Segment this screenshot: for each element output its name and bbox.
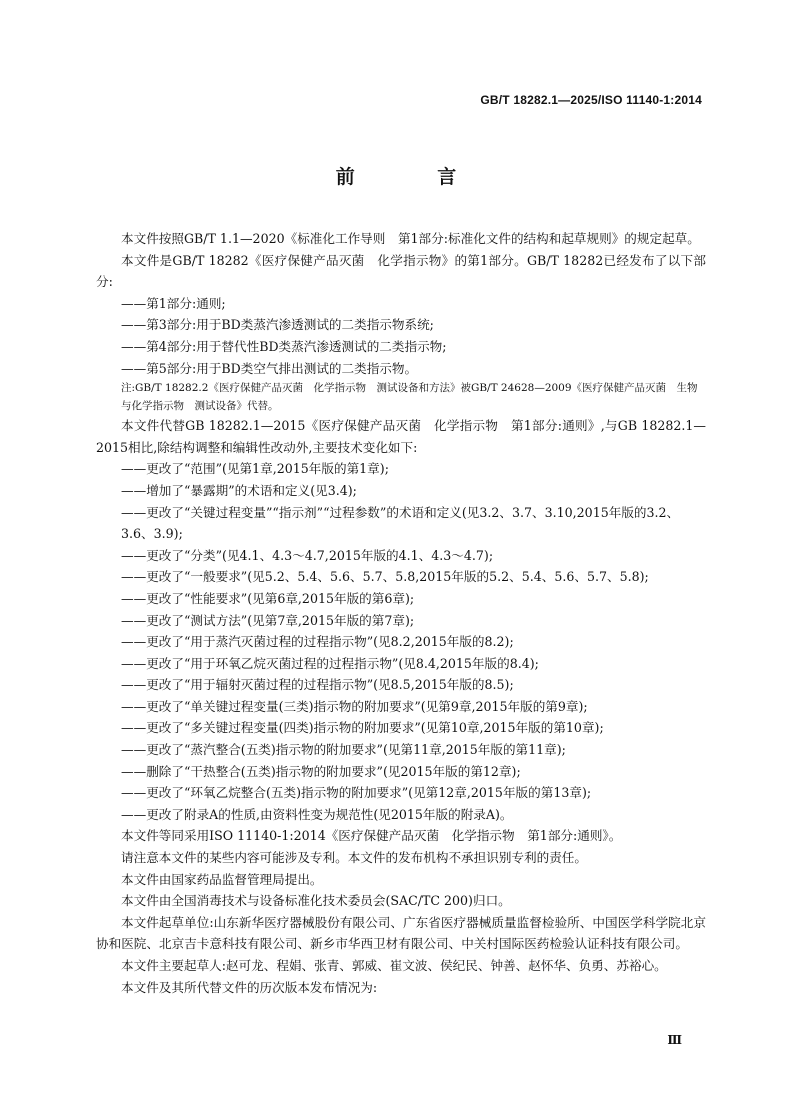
paragraph: 本文件按照GB/T 1.1—2020《标准化工作导则 第1部分:标准化文件的结构和起草规则》的规定起草。 [121, 231, 700, 246]
paragraph: 本文件及其所代替文件的历次版本发布情况为: [121, 979, 378, 995]
paragraph: 本文件由国家药品监督管理局提出。 [121, 871, 323, 887]
list-item: ——更改了“多关键过程变量(四类)指示物的附加要求”(见第10章,2015年版的第10章); [121, 720, 604, 736]
page-title: 前 言 [335, 166, 495, 188]
document-body [96, 228, 706, 998]
list-item: ——更改了“用于辐射灭菌过程的过程指示物”(见8.5,2015年版的8.5); [121, 677, 514, 693]
list-item: ——更改了“分类”(见4.1、4.3～4.7,2015年版的4.1、4.3～4.7); [121, 547, 494, 563]
page-number: Ⅲ [667, 1033, 682, 1047]
paragraph: 本文件是GB/T 18282《医疗保健产品灭菌 化学指示物》的第1部分。GB/T 18282已经发布了以下部分: [96, 252, 706, 290]
list-item: ——更改了“用于蒸汽灭菌过程的过程指示物”(见8.2,2015年版的8.2); [121, 634, 514, 650]
list-item: ——更改了“一般要求”(见5.2、5.4、5.6、5.7、5.8,2015年版的5.2、5.4、5.6、5.7、5.8); [121, 569, 649, 585]
list-item: ——增加了“暴露期”的术语和定义(见3.4); [121, 482, 357, 498]
note: 注:GB/T 18282.2《医疗保健产品灭菌 化学指示物 测试设备和方法》被GB/T 24628—2009《医疗保健产品灭菌 生物与化学指示物 测试设备》代替。 [121, 382, 698, 413]
list-item: ——更改了“性能要求”(见第6章,2015年版的第6章); [121, 590, 415, 606]
list-item: ——删除了“干热整合(五类)指示物的附加要求”(见2015年版的第12章); [121, 763, 521, 779]
paragraph: 本文件起草单位:山东新华医疗器械股份有限公司、广东省医疗器械质量监督检验所、中国医学科学院北京协和医院、北京吉卡意科技有限公司、新乡市华西卫材有限公司、中关村国际医药检验认证科技有限公司。 [96, 914, 706, 952]
list-item: ——更改了“测试方法”(见第7章,2015年版的第7章); [121, 612, 415, 628]
standard-code-header: GB/T 18282.1—2025/ISO 11140-1:2014 [480, 93, 702, 107]
paragraph: 本文件主要起草人:赵可龙、程娟、张青、郭威、崔文波、侯纪民、钟善、赵怀华、负勇、苏裕心。 [121, 958, 667, 973]
list-item: ——第5部分:用于BD类空气排出测试的二类指示物。 [121, 360, 418, 376]
list-item: ——更改了“环氧乙烷整合(五类)指示物的附加要求”(见第12章,2015年版的第13章); [121, 785, 592, 801]
list-item: ——第1部分:通则; [121, 295, 226, 311]
list-item: ——更改了“用于环氧乙烷灭菌过程的过程指示物”(见8.4,2015年版的8.4); [121, 655, 539, 671]
list-item: ——更改了附录A的性质,由资料性变为规范性(见2015年版的附录A)。 [121, 806, 513, 822]
list-item: ——更改了“范围”(见第1章,2015年版的第1章); [121, 461, 389, 477]
list-item: ——更改了“蒸汽整合(五类)指示物的附加要求”(见第11章,2015年版的第11章); [121, 742, 566, 758]
list-item: ——第4部分:用于替代性BD类蒸汽渗透测试的二类指示物; [121, 338, 447, 354]
paragraph: 本文件等同采用ISO 11140-1:2014《医疗保健产品灭菌 化学指示物 第1部分:通则》。 [121, 828, 622, 844]
list-item: ——第3部分:用于BD类蒸汽渗透测试的二类指示物系统; [121, 317, 434, 333]
paragraph: 本文件由全国消毒技术与设备标准化技术委员会(SAC/TC 200)归口。 [121, 893, 511, 909]
paragraph: 本文件代替GB 18282.1—2015《医疗保健产品灭菌 化学指示物 第1部分:通则》,与GB 18282.1—2015相比,除结构调整和编辑性改动外,主要技术变化如下: [96, 418, 706, 455]
list-item: ——更改了“单关键过程变量(三类)指示物的附加要求”(见第9章,2015年版的第9章); [121, 698, 588, 714]
paragraph: 请注意本文件的某些内容可能涉及专利。本文件的发布机构不承担识别专利的责任。 [121, 850, 587, 866]
list-item: ——更改了“关键过程变量”“指示剂”“过程参数”的术语和定义(见3.2、3.7、3.10,2015年版的3.2、3.6、3.9); [121, 504, 680, 542]
